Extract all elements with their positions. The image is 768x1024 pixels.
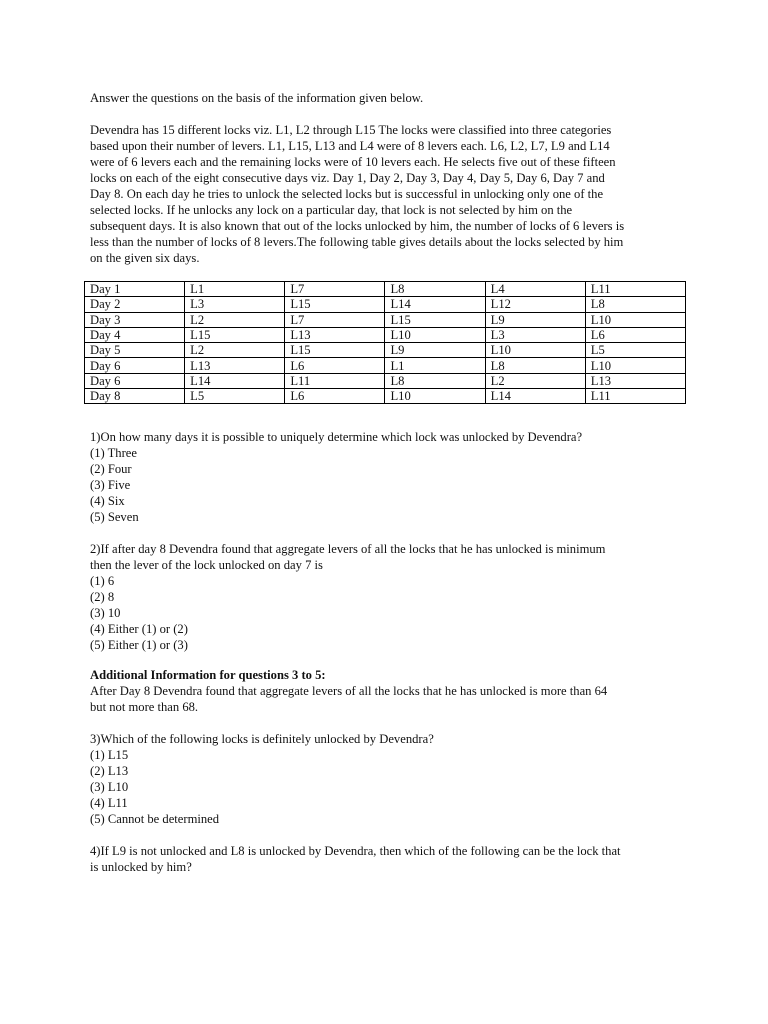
table-row [85, 343, 686, 358]
additional-info [90, 667, 690, 715]
question-text: 3)Which of the following locks is definitely unlocked by Devendra? [90, 732, 434, 746]
additional-info-heading: Additional Information for questions 3 to 5: [90, 668, 326, 682]
table-cell: Day 3 [85, 312, 185, 327]
table-row [85, 297, 686, 312]
question-2 [90, 541, 690, 653]
question-text: 4)If L9 is not unlocked and L8 is unlocked by Devendra, then which of the following can be the lock that [90, 844, 621, 858]
intro-paragraph [90, 90, 690, 106]
passage-line: were of 6 levers each and the remaining locks were of 10 levers each. He selects five out of these fifteen [90, 155, 616, 169]
question-text: is unlocked by him? [90, 860, 192, 874]
table-cell: L10 [585, 358, 685, 373]
table-row [85, 389, 686, 404]
table-cell: Day 6 [85, 358, 185, 373]
table-cell: L2 [185, 312, 285, 327]
passage-line: on the given six days. [90, 251, 200, 265]
option: (5) Seven [90, 510, 139, 524]
table-cell: L3 [185, 297, 285, 312]
option: (2) L13 [90, 764, 129, 778]
table-cell: Day 2 [85, 297, 185, 312]
option: (4) Either (1) or (2) [90, 622, 188, 636]
table-cell: L10 [485, 343, 585, 358]
option: (4) Six [90, 494, 125, 508]
table-cell: L14 [485, 389, 585, 404]
passage-line: less than the number of locks of 8 levers.The following table gives details about the locks selected by him [90, 235, 624, 249]
question-1 [90, 429, 690, 525]
table-cell: L2 [485, 373, 585, 388]
table-cell: L13 [185, 358, 285, 373]
table-cell: L8 [385, 373, 485, 388]
table-row [85, 327, 686, 342]
table-cell: L12 [485, 297, 585, 312]
table-row [85, 373, 686, 388]
table-cell: L15 [285, 343, 385, 358]
question-text: 2)If after day 8 Devendra found that aggregate levers of all the locks that he has unlocked is minimum [90, 542, 606, 556]
table-cell: L13 [285, 327, 385, 342]
table-cell: L8 [485, 358, 585, 373]
passage-line: Devendra has 15 different locks viz. L1, L2 through L15 The locks were classified into three categories [90, 123, 612, 137]
table-row [85, 282, 686, 297]
table-cell: L5 [185, 389, 285, 404]
table-cell: Day 1 [85, 282, 185, 297]
table-cell: L3 [485, 327, 585, 342]
question-3 [90, 731, 690, 827]
table-cell: L13 [585, 373, 685, 388]
table-cell: L14 [185, 373, 285, 388]
locks-table [84, 281, 686, 404]
table-cell: L8 [585, 297, 685, 312]
additional-info-text: but not more than 68. [90, 700, 199, 714]
table-cell: L11 [585, 282, 685, 297]
option: (1) L15 [90, 748, 129, 762]
question-text: then the lever of the lock unlocked on day 7 is [90, 558, 323, 572]
table-cell: L10 [385, 327, 485, 342]
table-cell: L8 [385, 282, 485, 297]
table-cell: Day 4 [85, 327, 185, 342]
table-cell: L15 [285, 297, 385, 312]
table-cell: L9 [485, 312, 585, 327]
table-row [85, 312, 686, 327]
option: (3) L10 [90, 780, 129, 794]
option: (3) Five [90, 478, 131, 492]
table-cell: L1 [385, 358, 485, 373]
table-cell: L14 [385, 297, 485, 312]
table-cell: L6 [285, 358, 385, 373]
passage-line: locks on each of the eight consecutive days viz. Day 1, Day 2, Day 3, Day 4, Day 5, Day 6, Day 7 and [90, 171, 605, 185]
additional-info-text: After Day 8 Devendra found that aggregate levers of all the locks that he has unlocked is more than 64 [90, 684, 608, 698]
passage-line: Day 8. On each day he tries to unlock the selected locks but is successful in unlocking only one of the [90, 187, 604, 201]
table-cell: L15 [185, 327, 285, 342]
table-cell: L10 [385, 389, 485, 404]
option: (2) 8 [90, 590, 115, 604]
option: (5) Either (1) or (3) [90, 638, 188, 652]
table-cell: L4 [485, 282, 585, 297]
option: (5) Cannot be determined [90, 812, 220, 826]
table-cell: Day 6 [85, 373, 185, 388]
passage-paragraph [90, 122, 690, 266]
table-cell: L2 [185, 343, 285, 358]
table-cell: L6 [585, 327, 685, 342]
question-text: 1)On how many days it is possible to uniquely determine which lock was unlocked by Devendra? [90, 430, 583, 444]
table-row [85, 358, 686, 373]
question-4 [90, 843, 690, 875]
table-cell: L11 [285, 373, 385, 388]
table-cell: L9 [385, 343, 485, 358]
table-cell: L7 [285, 282, 385, 297]
table-cell: L10 [585, 312, 685, 327]
intro-text: Answer the questions on the basis of the information given below. [90, 91, 424, 105]
option: (3) 10 [90, 606, 121, 620]
table-cell: L15 [385, 312, 485, 327]
option: (2) Four [90, 462, 132, 476]
table-cell: L7 [285, 312, 385, 327]
table-cell: Day 5 [85, 343, 185, 358]
passage-line: subsequent days. It is also known that out of the locks unlocked by him, the number of locks of 6 levers is [90, 219, 625, 233]
option: (1) 6 [90, 574, 115, 588]
passage-line: selected locks. If he unlocks any lock on a particular day, that lock is not selected by him on the [90, 203, 573, 217]
table-cell: L11 [585, 389, 685, 404]
option: (4) L11 [90, 796, 128, 810]
table-cell: L5 [585, 343, 685, 358]
table-cell: L1 [185, 282, 285, 297]
option: (1) Three [90, 446, 137, 460]
passage-line: based upon their number of levers. L1, L15, L13 and L4 were of 8 levers each. L6, L2, L7, L9 and L14 [90, 139, 610, 153]
table-cell: L6 [285, 389, 385, 404]
table-cell: Day 8 [85, 389, 185, 404]
